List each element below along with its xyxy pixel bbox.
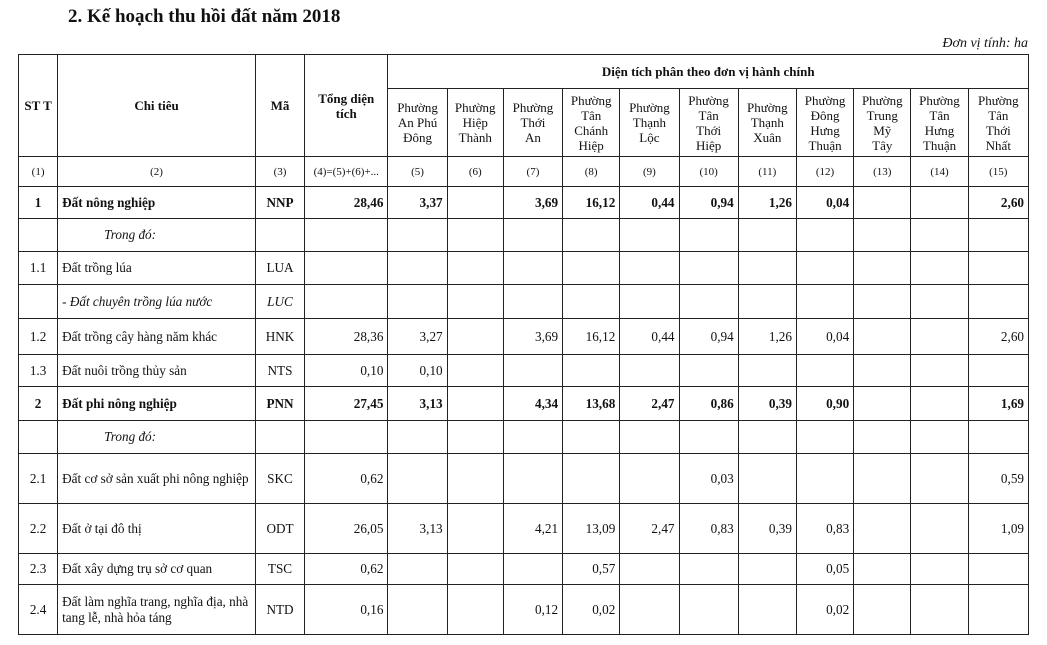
header-ward-line: Tây [872,137,893,153]
header-ward-line: Phường [688,92,729,108]
table-row [19,285,1029,319]
cell-value: 13,68 [563,387,620,421]
cell-code: SKC [255,454,304,504]
cell-code: LUC [255,285,304,319]
header-ward-4 [563,89,620,157]
header-ward-line: Nhất [985,137,1011,153]
cell-code: NTS [255,355,304,387]
table-row [19,187,1029,219]
cell-value [503,252,562,285]
cell-value: 2,60 [968,187,1028,219]
cell-value [503,285,562,319]
header-ward-5 [620,89,679,157]
header-ward-line: Thạnh [750,115,784,130]
cell-stt: 2 [19,387,58,421]
cell-name: Đất xây dựng trụ sở cơ quan [58,554,256,585]
cell-value: 3,27 [388,319,447,355]
cell-value [911,355,968,387]
cell-value: 3,69 [503,187,562,219]
cell-code: LUA [255,252,304,285]
cell-value [447,187,503,219]
header-ward-line: Trung [866,107,898,123]
cell-value [911,252,968,285]
cell-value: 16,12 [563,187,620,219]
header-ward-line: An [525,130,541,145]
cell-value [503,554,562,585]
cell-name: Đất nuôi trồng thủy sản [58,355,256,387]
header-ward-line: Thới [696,122,722,138]
cell-value [447,504,503,554]
header-ward-line: Thành [458,130,492,145]
header-ward-line: Hiệp [462,115,488,130]
cell-total [305,219,388,252]
cell-value [796,219,853,252]
cell-name: Đất trồng lúa [58,252,256,285]
header-ward-line: Thuận [808,137,842,153]
column-number: (7) [503,157,562,187]
cell-value [854,219,911,252]
cell-value: 1,69 [968,387,1028,421]
cell-value: 0,59 [968,454,1028,504]
cell-value [968,585,1028,635]
cell-code: HNK [255,319,304,355]
cell-value: 0,02 [796,585,853,635]
column-number: (1) [19,157,58,187]
cell-stt: 1.2 [19,319,58,355]
cell-value [388,252,447,285]
column-number: (5) [388,157,447,187]
cell-value: 0,04 [796,187,853,219]
cell-total [305,421,388,454]
header-ward-line: Hiệp [578,137,604,153]
cell-value [620,219,679,252]
header-ward-line: Phường [454,100,496,115]
cell-value: 0,57 [563,554,620,585]
header-ward-line: Phường [397,100,438,115]
header-ward-line: Xuân [753,130,782,145]
header-stt: ST T [19,55,58,157]
header-ward-8 [796,89,853,157]
header-ward-line: Hưng [810,122,840,138]
header-ward-line: Tân [698,107,719,123]
cell-value [796,355,853,387]
cell-total: 27,45 [305,387,388,421]
cell-stt [19,421,58,454]
cell-name: Đất cơ sở sản xuất phi nông nghiệp [58,454,256,504]
cell-value [854,187,911,219]
header-ward-line: Phường [570,92,612,108]
header-ward-line: Phường [919,92,960,108]
cell-value [679,355,738,387]
cell-value [447,454,503,504]
cell-value [911,187,968,219]
column-number: (10) [679,157,738,187]
cell-value [738,219,796,252]
cell-value [854,285,911,319]
cell-value [388,554,447,585]
header-ward-line: Hưng [924,122,955,138]
cell-value: 0,44 [620,319,679,355]
cell-value [447,219,503,252]
cell-value [388,454,447,504]
cell-value: 0,83 [796,504,853,554]
cell-value: 0,10 [388,355,447,387]
column-number: (14) [911,157,968,187]
cell-code [255,421,304,454]
header-ward-line: An Phú [397,115,438,130]
header-ward-line: Mỹ [873,122,892,138]
cell-value [563,219,620,252]
column-number: (8) [563,157,620,187]
cell-value: 3,37 [388,187,447,219]
table-row [19,219,1029,252]
cell-value [620,285,679,319]
header-ward-line: Phường [804,92,846,108]
header-ward-line: Hiệp [695,137,722,153]
cell-value [447,554,503,585]
header-tong-dien-tich: Tổng diện tích [305,55,388,157]
cell-value [620,355,679,387]
cell-stt: 2.2 [19,504,58,554]
cell-value [447,319,503,355]
cell-code: PNN [255,387,304,421]
header-ward-line: Phường [861,92,903,108]
header-ward-line: Phường [629,100,670,115]
cell-value [447,585,503,635]
cell-value [854,554,911,585]
table-row [19,454,1029,504]
cell-value [796,421,853,454]
header-ward-line: Đông [403,130,432,145]
cell-value [679,219,738,252]
column-number: (11) [738,157,796,187]
column-number: (6) [447,157,503,187]
cell-code: NTD [255,585,304,635]
column-number: (2) [58,157,256,187]
cell-value [738,554,796,585]
header-ward-line: Thới [985,122,1011,138]
header-ward-line: Tân [988,107,1009,123]
header-ma: Mã [255,55,304,157]
cell-value [911,319,968,355]
cell-value: 2,47 [620,387,679,421]
cell-code: NNP [255,187,304,219]
column-number: (13) [854,157,911,187]
cell-value [620,554,679,585]
cell-name: Đất nông nghiệp [58,187,256,219]
cell-value: 3,13 [388,387,447,421]
cell-value [738,421,796,454]
cell-value [854,504,911,554]
cell-value [911,219,968,252]
cell-value: 2,47 [620,504,679,554]
cell-value [854,355,911,387]
cell-value: 2,60 [968,319,1028,355]
table-row [19,387,1029,421]
column-number: (4)=(5)+(6)+... [305,157,388,187]
cell-total [305,252,388,285]
cell-value: 0,39 [738,387,796,421]
cell-total: 26,05 [305,504,388,554]
header-chi-tieu: Chi tiêu [58,55,256,157]
cell-stt: 2.4 [19,585,58,635]
header-group: Diện tích phân theo đơn vị hành chính [388,55,1029,89]
header-ward-11 [968,89,1028,157]
cell-value [563,285,620,319]
cell-value [796,252,853,285]
header-ward-2 [447,89,503,157]
cell-value [388,285,447,319]
cell-value [968,285,1028,319]
cell-value [679,421,738,454]
cell-value [911,285,968,319]
land-recovery-table [18,54,1029,635]
header-ward-line: Thuận [922,137,957,153]
cell-value: 0,39 [738,504,796,554]
cell-value [563,421,620,454]
header-ward-line: Phường [747,100,788,115]
header-ward-line: Chánh [574,122,609,138]
cell-code [255,219,304,252]
cell-value: 3,13 [388,504,447,554]
cell-value [620,421,679,454]
table-row [19,421,1029,454]
table-row [19,252,1029,285]
cell-value [679,585,738,635]
header-ward-6 [679,89,738,157]
column-number: (9) [620,157,679,187]
table-row [19,554,1029,585]
cell-value: 0,94 [679,319,738,355]
cell-value [738,285,796,319]
cell-total: 0,10 [305,355,388,387]
cell-value: 3,69 [503,319,562,355]
cell-stt: 2.1 [19,454,58,504]
page-title: 2. Kế hoạch thu hồi đất năm 2018 [68,6,341,27]
cell-value: 0,44 [620,187,679,219]
cell-value [796,285,853,319]
header-ward-line: Lộc [639,130,660,145]
cell-value [854,319,911,355]
header-ward-1 [388,89,447,157]
cell-total: 0,62 [305,554,388,585]
cell-name: Đất trồng cây hàng năm khác [58,319,256,355]
cell-value [854,387,911,421]
cell-value [911,454,968,504]
cell-name: Đất làm nghĩa trang, nghĩa địa, nhà tang lễ, nhà hỏa táng [58,585,256,635]
cell-value: 0,04 [796,319,853,355]
cell-value [620,585,679,635]
cell-value [911,504,968,554]
cell-name: Đất phi nông nghiệp [58,387,256,421]
cell-name: Trong đó: [58,421,256,454]
column-number: (3) [255,157,304,187]
cell-stt: 1.3 [19,355,58,387]
cell-total: 28,46 [305,187,388,219]
cell-value [447,285,503,319]
header-ward-line: Tân [581,107,602,123]
cell-total: 28,36 [305,319,388,355]
cell-value [854,454,911,504]
cell-value: 13,09 [563,504,620,554]
cell-value [738,252,796,285]
cell-value [679,554,738,585]
cell-name: - Đất chuyên trồng lúa nước [58,285,256,319]
table-row [19,504,1029,554]
cell-value [968,554,1028,585]
cell-total [305,285,388,319]
cell-value [563,355,620,387]
cell-value [968,219,1028,252]
cell-value: 16,12 [563,319,620,355]
cell-value [738,585,796,635]
cell-value: 0,86 [679,387,738,421]
cell-value: 1,26 [738,319,796,355]
cell-value: 0,12 [503,585,562,635]
header-ward-line: Phường [977,92,1019,108]
cell-value [968,252,1028,285]
cell-value [503,355,562,387]
cell-value [388,421,447,454]
cell-value: 0,94 [679,187,738,219]
cell-value [503,454,562,504]
cell-value [388,585,447,635]
cell-value [447,252,503,285]
cell-value [968,355,1028,387]
cell-value [563,252,620,285]
header-ward-10 [911,89,968,157]
header-ward-line: Thạnh [632,115,666,130]
cell-stt: 1 [19,187,58,219]
cell-value [911,421,968,454]
header-ward-3 [503,89,562,157]
table-row [19,585,1029,635]
cell-value: 0,83 [679,504,738,554]
cell-value [738,355,796,387]
cell-value [679,285,738,319]
column-number: (15) [968,157,1028,187]
cell-stt [19,219,58,252]
unit-label: Đơn vị tính: ha [942,36,1028,51]
cell-value [911,554,968,585]
cell-total: 0,62 [305,454,388,504]
cell-value: 0,05 [796,554,853,585]
cell-value [796,454,853,504]
cell-value: 1,09 [968,504,1028,554]
cell-value [911,387,968,421]
cell-value [679,252,738,285]
cell-value [854,421,911,454]
cell-value [388,219,447,252]
cell-value [854,252,911,285]
header-ward-9 [854,89,911,157]
cell-value [447,387,503,421]
cell-value: 0,90 [796,387,853,421]
cell-value [447,421,503,454]
table-row [19,355,1029,387]
header-ward-line: Tân [929,107,950,123]
cell-value [911,585,968,635]
header-ward-line: Phường [512,100,554,115]
cell-value [620,252,679,285]
cell-value [738,454,796,504]
cell-value: 0,02 [563,585,620,635]
cell-code: TSC [255,554,304,585]
cell-value [968,421,1028,454]
cell-value: 4,34 [503,387,562,421]
cell-stt: 1.1 [19,252,58,285]
cell-value [503,421,562,454]
column-number: (12) [796,157,853,187]
header-ward-7 [738,89,796,157]
cell-value: 1,26 [738,187,796,219]
cell-name: Đất ở tại đô thị [58,504,256,554]
cell-stt: 2.3 [19,554,58,585]
header-ward-line: Thới [520,115,546,130]
table-row [19,319,1029,355]
cell-value: 0,03 [679,454,738,504]
cell-total: 0,16 [305,585,388,635]
cell-value [854,585,911,635]
cell-value [447,355,503,387]
cell-code: ODT [255,504,304,554]
cell-value: 4,21 [503,504,562,554]
cell-value [620,454,679,504]
cell-value [563,454,620,504]
header-ward-line: Đông [810,107,840,123]
cell-value [503,219,562,252]
cell-stt [19,285,58,319]
cell-name: Trong đó: [58,219,256,252]
